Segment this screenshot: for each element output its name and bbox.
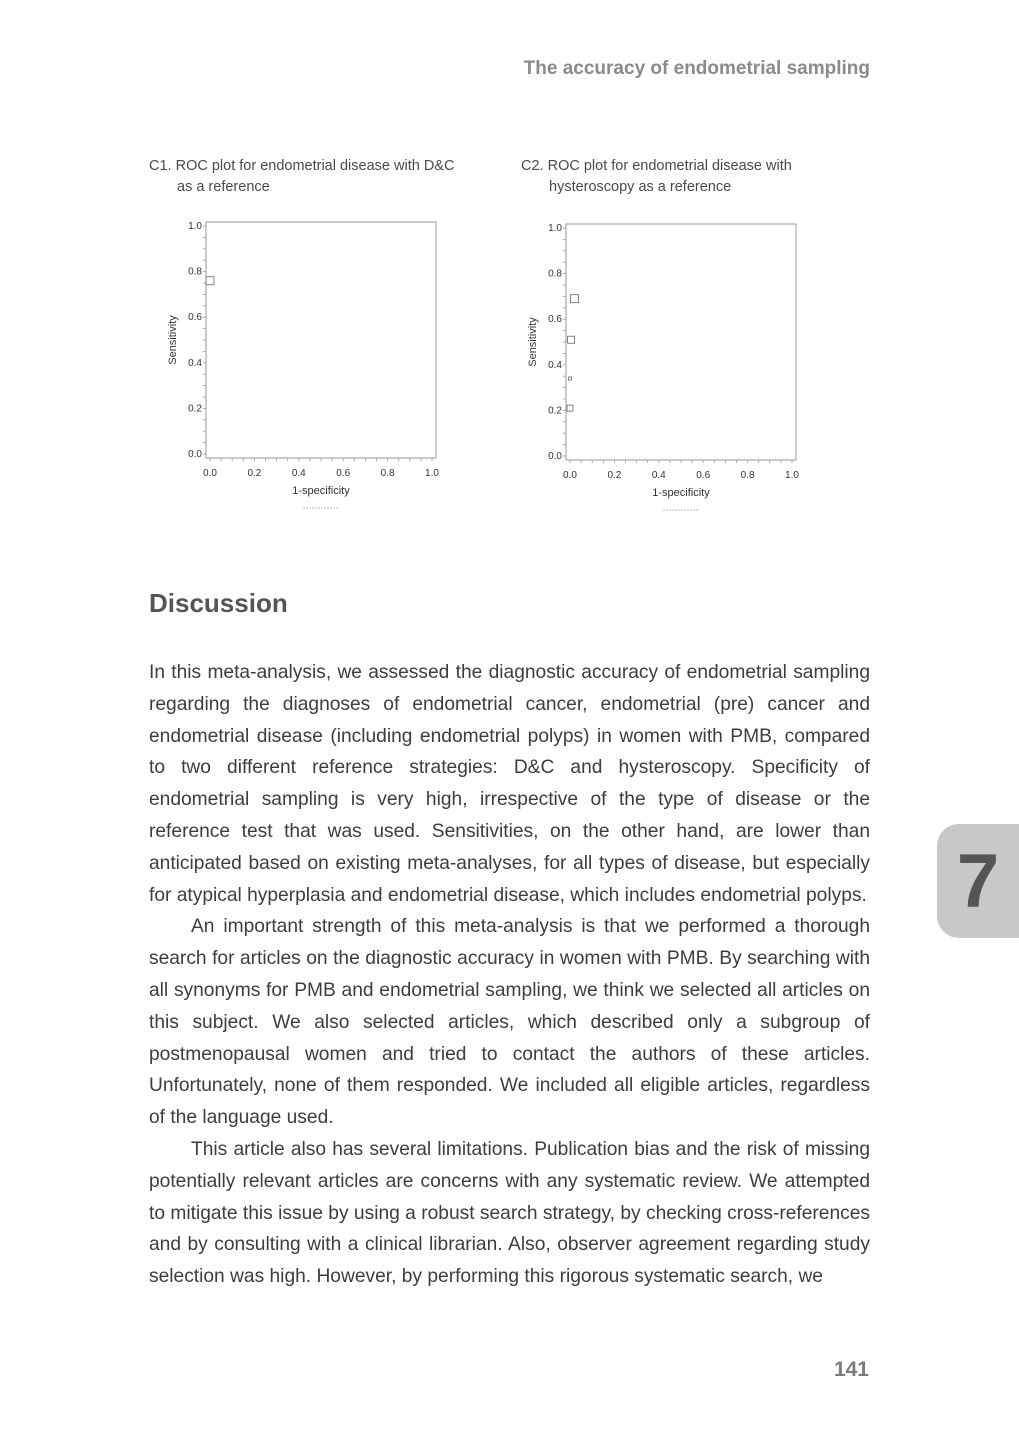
x-tick-label: 0.0 — [203, 468, 217, 479]
x-tick-label: 0.6 — [336, 468, 351, 479]
x-tick-label: 0.8 — [740, 470, 755, 481]
y-tick-label: 0.0 — [188, 449, 202, 460]
x-tick-label: 0.8 — [380, 468, 395, 479]
y-tick-label: 1.0 — [188, 221, 202, 232]
x-tick-label: 0.4 — [651, 470, 666, 481]
y-tick-label: 0.8 — [188, 266, 202, 278]
x-tick-label: 1.0 — [785, 470, 799, 481]
x-tick-label: 0.2 — [607, 470, 622, 481]
discussion-paragraph-3: This article also has several limitations. Publication bias and the risk of missing potentially relevant articles are concerns with any systematic review. We attempted to mitigate this issue by using a robust search strategy, by checking cross-references and by consulting with a clinical librarian. Also, observer agreement regarding study selection was high. However, by performing this rigorous systematic search, we — [149, 1138, 870, 1288]
y-tick-label: 0.2 — [548, 405, 562, 417]
plot-frame — [566, 224, 796, 460]
figure-caption-c1 — [149, 156, 454, 198]
figure-caption-c1-line2: as a reference — [177, 179, 270, 195]
x-axis-label: 1-specificity — [292, 485, 350, 497]
x-tick-label: 0.2 — [247, 468, 262, 479]
y-tick-label: 0.8 — [548, 268, 562, 280]
section-heading-discussion: Discussion — [149, 588, 288, 618]
x-axis-label: 1-specificity — [652, 487, 710, 499]
discussion-body — [149, 657, 870, 1293]
running-header: The accuracy of endometrial sampling — [523, 58, 870, 79]
x-tick-label: 0.6 — [696, 470, 711, 481]
y-tick-label: 0.4 — [188, 357, 202, 369]
chapter-tab — [937, 824, 1019, 938]
study-point — [206, 277, 214, 285]
page-number: 141 — [833, 1358, 869, 1381]
discussion-paragraph-2: An important strength of this meta-analysis is that we performed a thorough search for articles on the diagnostic accuracy in women with PMB. By searching with all synonyms for PMB and endometrial sampling, we think we selected all articles on this subject. We also selected articles, which described only a subgroup of postmenopausal women and tried to contact the authors of these articles. Unfortunately, none of them responded. We included all eligible articles, regardless of the language used. — [149, 916, 870, 1129]
chapter-number: 7 — [956, 839, 1000, 924]
roc-plot-c1 — [160, 210, 460, 520]
y-tick-label: 0.0 — [548, 451, 562, 462]
figure-caption-c2-line2: hysteroscopy as a reference — [549, 179, 732, 195]
study-point — [567, 405, 573, 411]
y-tick-label: 0.2 — [188, 403, 202, 415]
y-tick-label: 0.6 — [188, 312, 202, 324]
x-tick-label: 1.0 — [425, 468, 439, 479]
x-tick-label: 0.0 — [563, 470, 577, 481]
study-point — [569, 377, 572, 380]
y-tick-label: 0.4 — [548, 359, 562, 371]
y-tick-label: 0.6 — [548, 314, 562, 326]
plot-frame — [206, 222, 436, 458]
figure-caption-c2 — [521, 156, 792, 198]
roc-plot-c2 — [520, 212, 820, 522]
y-axis-label: Sensitivity — [527, 317, 539, 367]
discussion-paragraph-1: In this meta-analysis, we assessed the diagnostic accuracy of endometrial sampling regarding the diagnoses of endometrial cancer, endometrial (pre) cancer and endometrial disease (including endometrial polyps) in women with PMB, compared to two different reference strategies: D&C and hysteroscopy. Specificity of endometrial sampling is very high, irrespective of the type of disease or the reference test that was used. Sensitivities, on the other hand, are lower than anticipated based on existing meta-analyses, for all types of disease, but especially for atypical hyperplasia and endometrial disease, which includes endometrial polyps. — [149, 662, 870, 906]
y-axis-label: Sensitivity — [167, 315, 179, 365]
figure-caption-c1-line1: C1. ROC plot for endometrial disease with D&C — [149, 158, 455, 174]
study-point — [568, 336, 575, 343]
x-tick-label: 0.4 — [291, 468, 306, 479]
figure-caption-c2-line1: C2. ROC plot for endometrial disease with — [521, 158, 792, 174]
y-tick-label: 1.0 — [548, 223, 562, 234]
study-point — [570, 295, 578, 303]
